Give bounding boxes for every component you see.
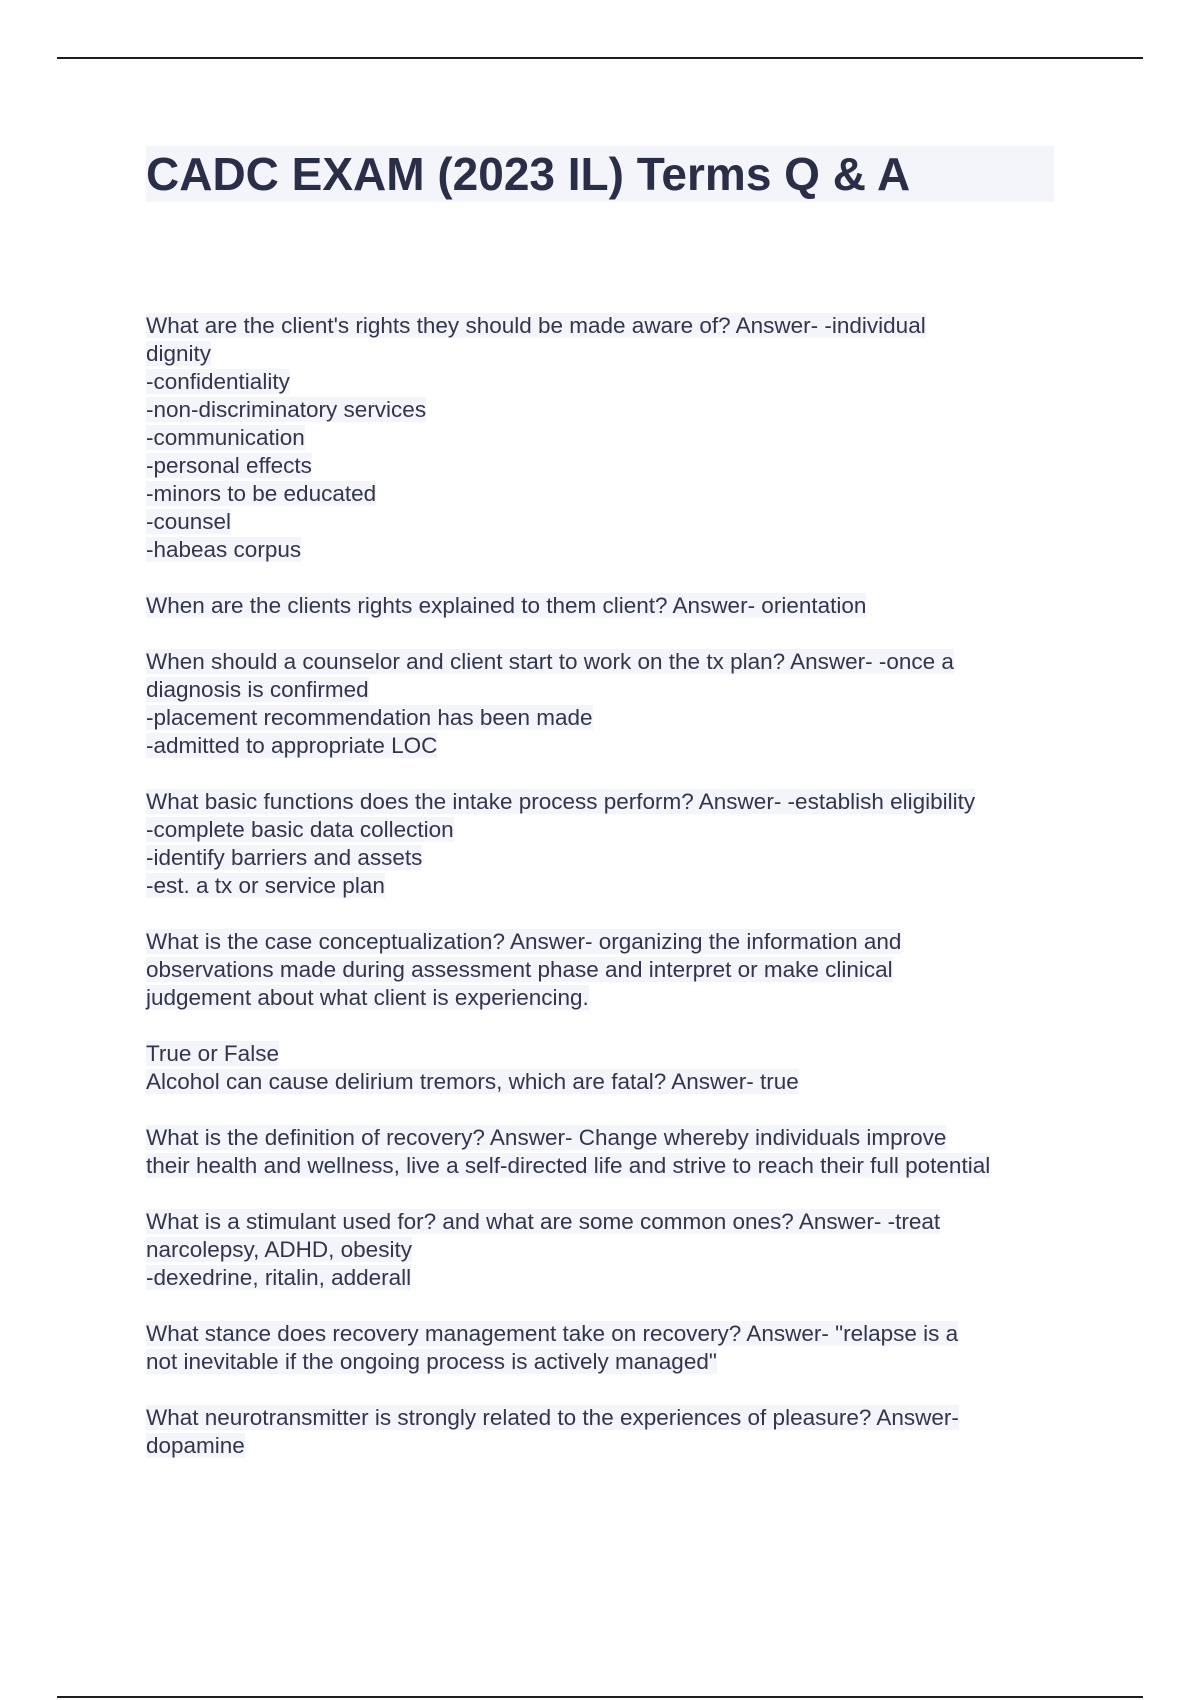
qa-line-text: -communication [146, 425, 305, 450]
qa-line [146, 508, 1066, 536]
qa-line-text: -habeas corpus [146, 537, 302, 562]
qa-line [146, 1432, 1066, 1460]
qa-line-text: What is the case conceptualization? Answer- organizing the information and [146, 929, 902, 954]
qa-item [146, 1208, 1066, 1292]
qa-line [146, 1152, 1066, 1180]
qa-line [146, 1348, 1066, 1376]
qa-line [146, 928, 1066, 956]
qa-line [146, 340, 1066, 368]
qa-line-text: Alcohol can cause delirium tremors, which are fatal? Answer- true [146, 1069, 799, 1094]
qa-item [146, 1404, 1066, 1460]
qa-line-text: What stance does recovery management take on recovery? Answer- "relapse is a [146, 1321, 959, 1346]
top-rule [57, 57, 1143, 59]
qa-line-text: -dexedrine, ritalin, adderall [146, 1265, 412, 1290]
qa-line-text: What is the definition of recovery? Answer- Change whereby individuals improve [146, 1125, 947, 1150]
qa-line [146, 1320, 1066, 1348]
qa-line [146, 1068, 1066, 1096]
qa-item [146, 1320, 1066, 1376]
qa-line-text: dopamine [146, 1433, 245, 1458]
qa-line [146, 844, 1066, 872]
qa-line-text: observations made during assessment phase and interpret or make clinical [146, 957, 893, 982]
qa-line-text: When should a counselor and client start to work on the tx plan? Answer- -once a [146, 649, 954, 674]
qa-line [146, 984, 1066, 1012]
qa-line [146, 816, 1066, 844]
qa-item [146, 928, 1066, 1012]
qa-line [146, 592, 1066, 620]
qa-line [146, 872, 1066, 900]
qa-item [146, 648, 1066, 760]
qa-item [146, 592, 1066, 620]
qa-line-text: their health and wellness, live a self-directed life and strive to reach their full potential [146, 1153, 991, 1178]
qa-item [146, 1040, 1066, 1096]
qa-line-text: diagnosis is confirmed [146, 677, 369, 702]
qa-line [146, 396, 1066, 424]
qa-line-text: -identify barriers and assets [146, 845, 423, 870]
qa-line [146, 956, 1066, 984]
title-block [146, 146, 1054, 202]
qa-line-text: -minors to be educated [146, 481, 377, 506]
qa-line-text: -est. a tx or service plan [146, 873, 385, 898]
qa-line-text: -personal effects [146, 453, 312, 478]
qa-line [146, 1404, 1066, 1432]
qa-line [146, 732, 1066, 760]
qa-line [146, 648, 1066, 676]
qa-line [146, 704, 1066, 732]
qa-line-text: -admitted to appropriate LOC [146, 733, 438, 758]
qa-line-text: judgement about what client is experiencing. [146, 985, 589, 1010]
qa-line-text: What are the client's rights they should be made aware of? Answer- -individual [146, 313, 926, 338]
qa-item [146, 788, 1066, 900]
qa-line [146, 676, 1066, 704]
qa-item [146, 1124, 1066, 1180]
qa-line [146, 480, 1066, 508]
qa-list [146, 312, 1066, 1488]
qa-line-text: -non-discriminatory services [146, 397, 427, 422]
qa-line-text: -placement recommendation has been made [146, 705, 593, 730]
qa-line-text: What basic functions does the intake process perform? Answer- -establish eligibility [146, 789, 976, 814]
qa-item [146, 312, 1066, 564]
qa-line [146, 424, 1066, 452]
qa-line-text: -counsel [146, 509, 232, 534]
qa-line [146, 1264, 1066, 1292]
qa-line-text: dignity [146, 341, 212, 366]
qa-line [146, 312, 1066, 340]
qa-line [146, 1124, 1066, 1152]
bottom-rule [57, 1696, 1143, 1698]
qa-line-text: not inevitable if the ongoing process is actively managed" [146, 1349, 717, 1374]
qa-line-text: True or False [146, 1041, 279, 1066]
qa-line-text: What neurotransmitter is strongly related to the experiences of pleasure? Answer- [146, 1405, 959, 1430]
qa-line [146, 788, 1066, 816]
qa-line [146, 452, 1066, 480]
qa-line-text: -confidentiality [146, 369, 290, 394]
qa-line-text: What is a stimulant used for? and what are some common ones? Answer- -treat [146, 1209, 941, 1234]
qa-line [146, 536, 1066, 564]
qa-line [146, 1208, 1066, 1236]
qa-line [146, 1236, 1066, 1264]
qa-line [146, 1040, 1066, 1068]
qa-line [146, 368, 1066, 396]
qa-line-text: narcolepsy, ADHD, obesity [146, 1237, 412, 1262]
qa-line-text: -complete basic data collection [146, 817, 454, 842]
qa-line-text: When are the clients rights explained to them client? Answer- orientation [146, 593, 867, 618]
page-title: CADC EXAM (2023 IL) Terms Q & A [146, 148, 911, 200]
